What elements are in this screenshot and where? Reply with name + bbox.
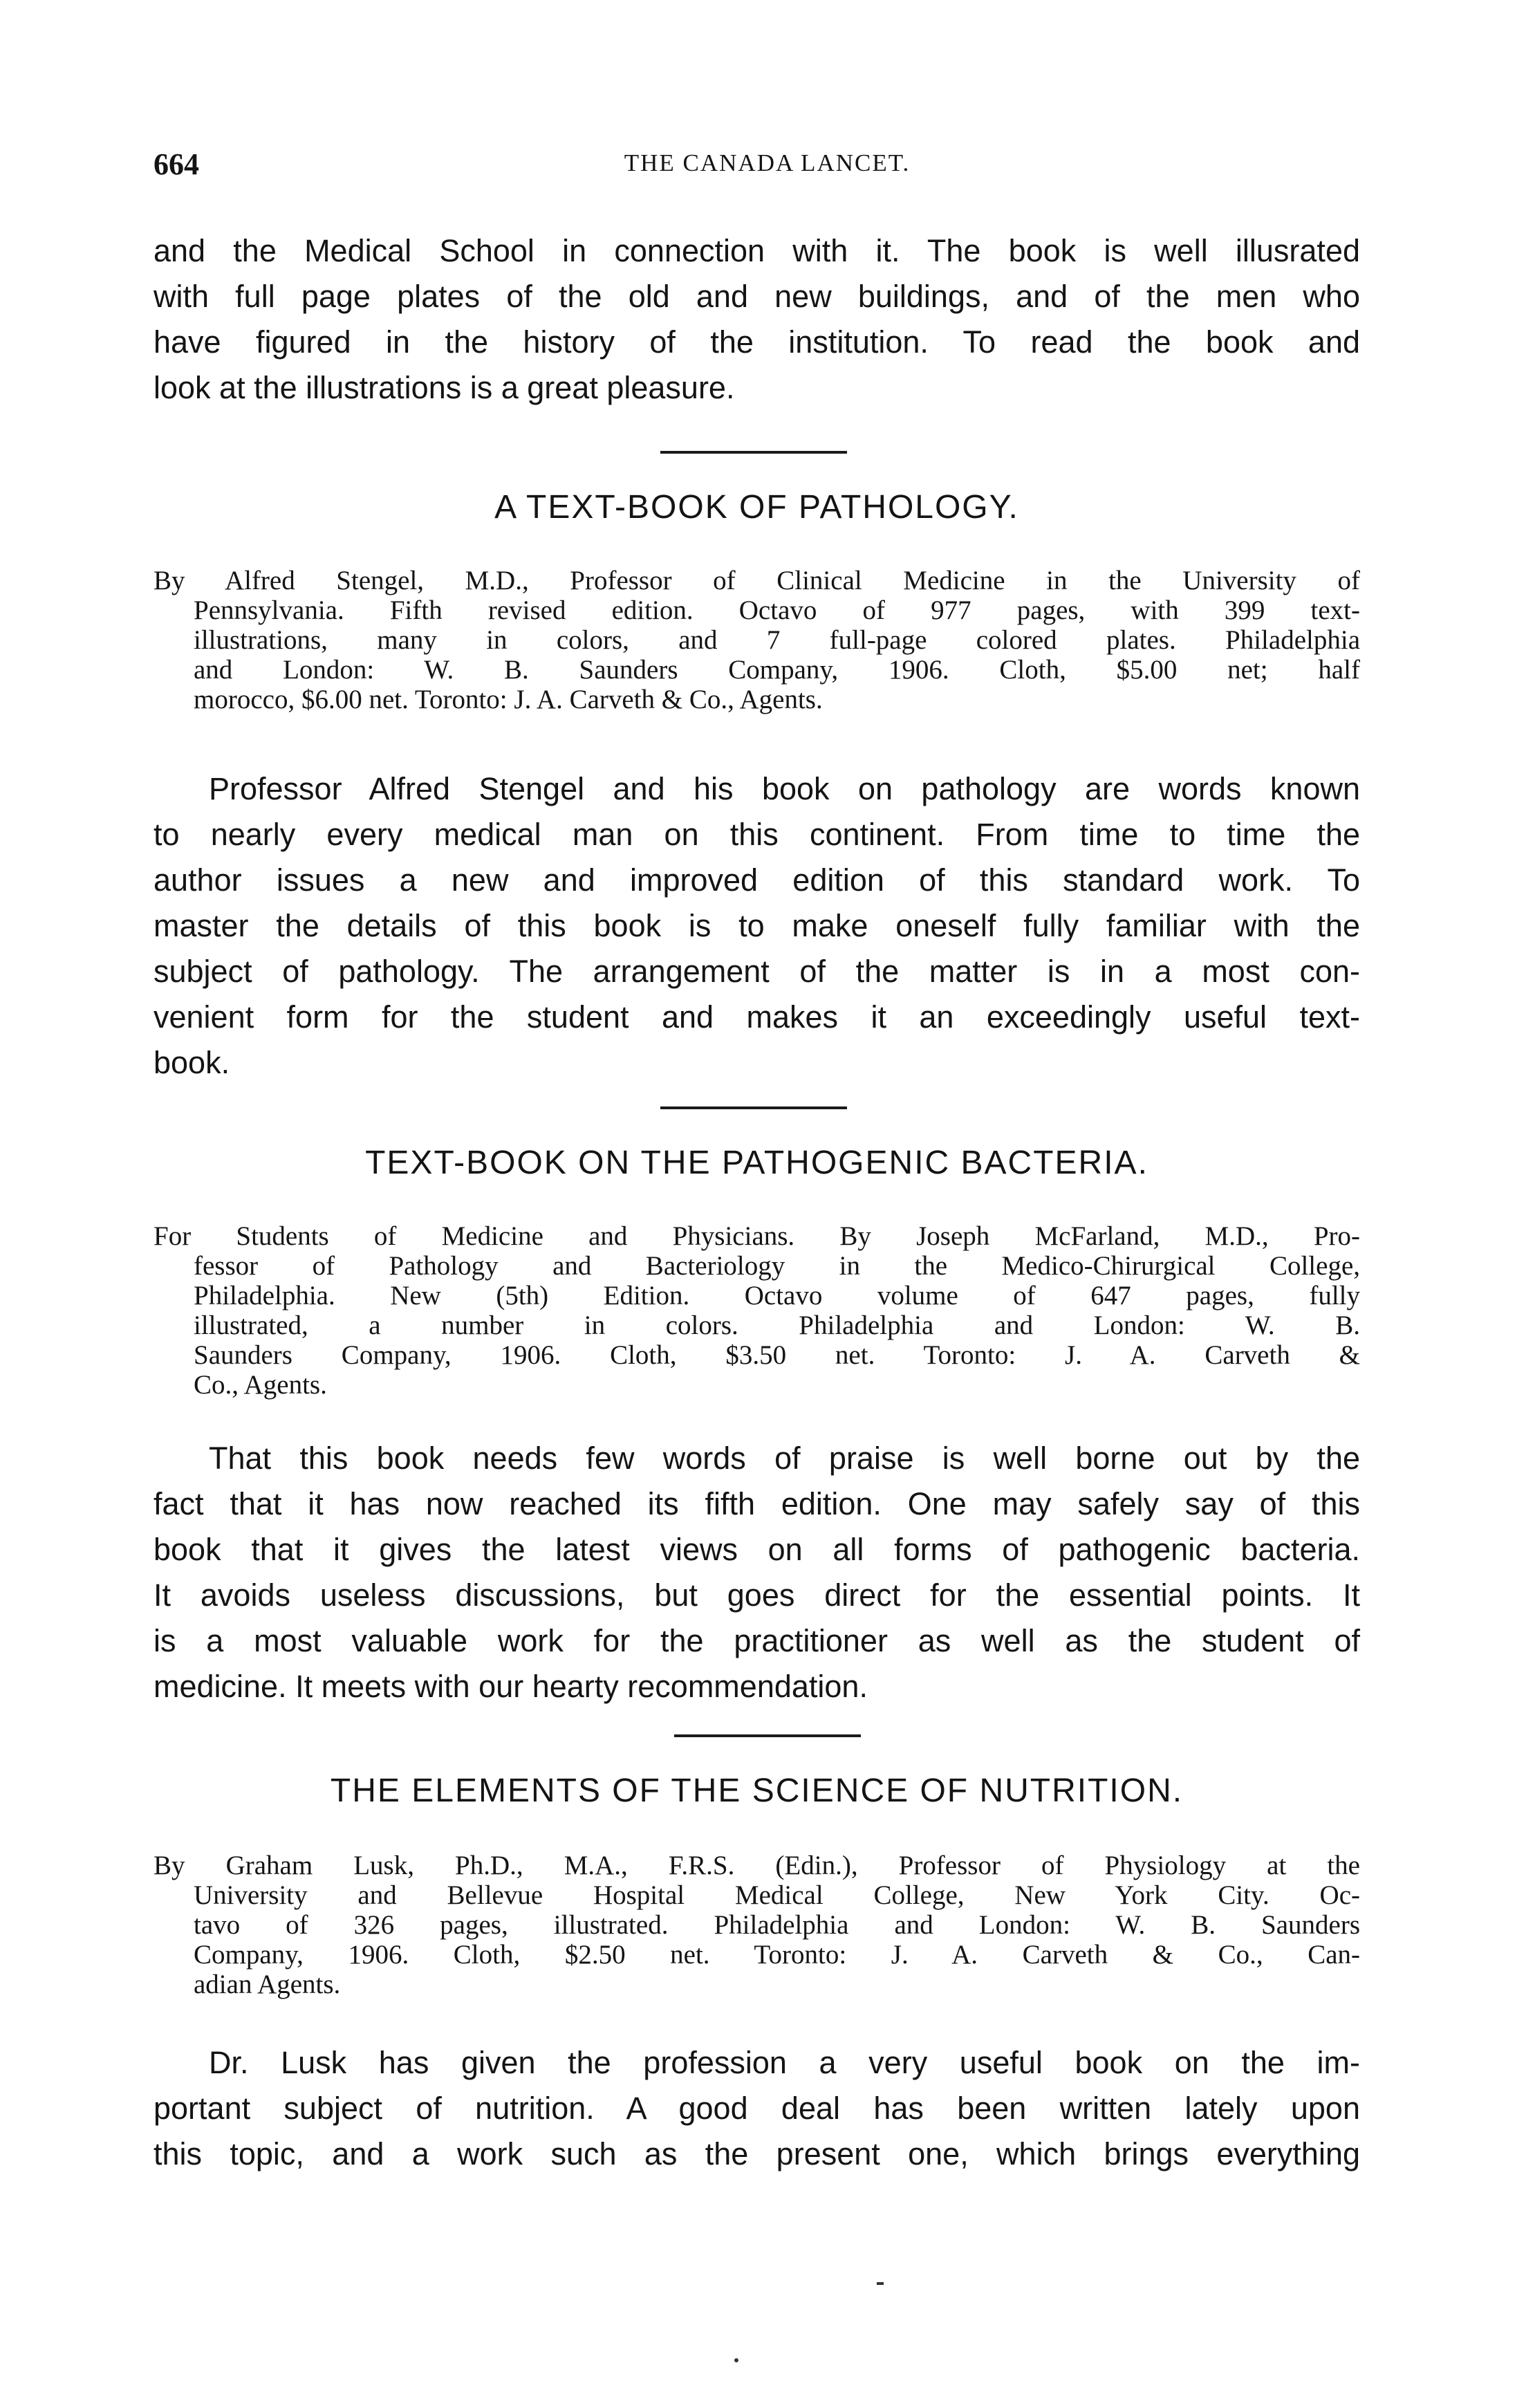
text-line: have figured in the history of the institution. To read the book and — [154, 324, 1360, 360]
section-divider — [660, 1106, 847, 1109]
citation-line: For Students of Medicine and Physicians. By Joseph McFarland, M.D., Pro- — [154, 1221, 1360, 1251]
section-divider — [660, 451, 847, 454]
text-line: Professor Alfred Stengel and his book on pathology are words known — [209, 771, 1360, 806]
book-citation — [154, 566, 1360, 714]
citation-line: and London: W. B. Saunders Company, 1906. Cloth, $5.00 net; half — [194, 655, 1360, 685]
citation-line: University and Bellevue Hospital Medical College, New York City. Oc- — [194, 1880, 1360, 1910]
text-line: venient form for the student and makes it an exceedingly useful text- — [154, 999, 1360, 1035]
text-line: subject of pathology. The arrangement of the matter is in a most con- — [154, 954, 1360, 989]
citation-line: By Graham Lusk, Ph.D., M.A., F.R.S. (Edin.), Professor of Physiology at the — [154, 1851, 1360, 1880]
text-line: book. — [154, 1045, 230, 1080]
citation-line: Philadelphia. New (5th) Edition. Octavo volume of 647 pages, fully — [194, 1281, 1360, 1310]
section-title: TEXT-BOOK ON THE PATHOGENIC BACTERIA. — [365, 1145, 1148, 1181]
citation-line: Co., Agents. — [194, 1370, 327, 1400]
review-paragraph — [154, 2040, 1360, 2177]
text-line: to nearly every medical man on this continent. From time to time the — [154, 817, 1360, 852]
journal-title: THE CANADA LANCET. — [624, 149, 911, 176]
citation-line: Saunders Company, 1906. Cloth, $3.50 net. Toronto: J. A. Carveth & — [194, 1340, 1360, 1370]
text-line: this topic, and a work such as the present one, which brings everything — [154, 2136, 1360, 2171]
text-line: master the details of this book is to make oneself fully familiar with the — [154, 908, 1360, 943]
citation-line: tavo of 326 pages, illustrated. Philadelphia and London: W. B. Saunders — [194, 1910, 1360, 1940]
text-line: look at the illustrations is a great pleasure. — [154, 370, 735, 405]
citation-line: Company, 1906. Cloth, $2.50 net. Toronto: J. A. Carveth & Co., Can- — [194, 1940, 1360, 1970]
text-line: and the Medical School in connection with it. The book is well illusrated — [154, 233, 1360, 268]
running-head — [154, 147, 1360, 188]
intro-paragraph — [154, 228, 1360, 411]
section-title: THE ELEMENTS OF THE SCIENCE OF NUTRITION. — [330, 1772, 1184, 1809]
scan-mark — [877, 2282, 884, 2285]
book-citation — [154, 1851, 1360, 1999]
citation-line: Pennsylvania. Fifth revised edition. Octavo of 977 pages, with 399 text- — [194, 595, 1360, 625]
citation-line: illustrated, a number in colors. Philadelphia and London: W. B. — [194, 1310, 1360, 1340]
text-line: with full page plates of the old and new buildings, and of the men who — [154, 279, 1360, 314]
section-divider — [674, 1734, 861, 1737]
text-line: author issues a new and improved edition of this standard work. To — [154, 862, 1360, 898]
text-line: That this book needs few words of praise is well borne out by the — [209, 1441, 1360, 1476]
text-line: medicine. It meets with our hearty recommendation. — [154, 1669, 868, 1704]
citation-line: By Alfred Stengel, M.D., Professor of Clinical Medicine in the University of — [154, 566, 1360, 595]
review-paragraph — [154, 1436, 1360, 1710]
book-citation — [154, 1221, 1360, 1400]
page-number: 664 — [154, 147, 199, 181]
text-line: book that it gives the latest views on all forms of pathogenic bacteria. — [154, 1532, 1360, 1567]
citation-line: morocco, $6.00 net. Toronto: J. A. Carveth & Co., Agents. — [194, 685, 823, 714]
text-line: portant subject of nutrition. A good deal has been written lately upon — [154, 2091, 1360, 2126]
citation-line: adian Agents. — [194, 1970, 341, 1999]
review-paragraph — [154, 766, 1360, 1086]
text-line: It avoids useless discussions, but goes direct for the essential points. It — [154, 1577, 1360, 1613]
scan-mark — [734, 2358, 738, 2362]
text-line: is a most valuable work for the practitioner as well as the student of — [154, 1623, 1360, 1658]
text-line: Dr. Lusk has given the profession a very useful book on the im- — [209, 2045, 1360, 2080]
text-line: fact that it has now reached its fifth edition. One may safely say of this — [154, 1486, 1360, 1521]
section-title: A TEXT-BOOK OF PATHOLOGY. — [494, 489, 1019, 526]
citation-line: illustrations, many in colors, and 7 full-page colored plates. Philadelphia — [194, 625, 1360, 655]
citation-line: fessor of Pathology and Bacteriology in the Medico-Chirurgical College, — [194, 1251, 1360, 1281]
